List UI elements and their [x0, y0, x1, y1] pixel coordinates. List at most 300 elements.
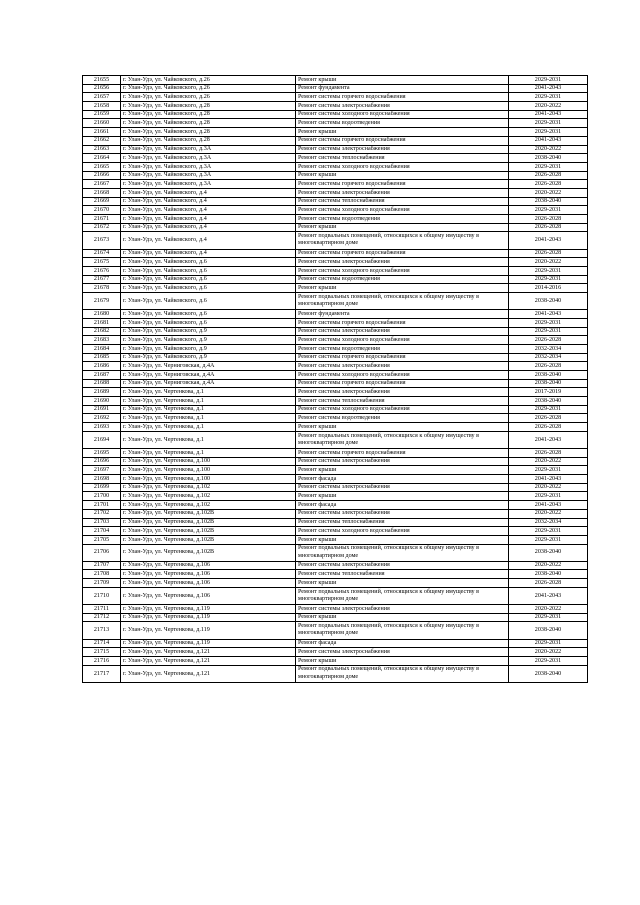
row-number: 21706 — [83, 544, 121, 561]
work-type-cell: Ремонт системы электроснабжения — [296, 188, 509, 197]
period-cell: 2026-2028 — [509, 180, 588, 189]
row-number: 21703 — [83, 518, 121, 527]
period-cell: 2029-2031 — [509, 613, 588, 622]
address-cell: г. Улан-Удэ, ул. Чертенкова, д.102 — [121, 483, 296, 492]
period-cell: 2026-2028 — [509, 215, 588, 224]
table-row — [83, 119, 588, 128]
period-cell: 2041-2043 — [509, 475, 588, 484]
row-number: 21712 — [83, 613, 121, 622]
work-type-cell: Ремонт системы теплоснабжения — [296, 397, 509, 406]
table-row — [83, 336, 588, 345]
row-number: 21672 — [83, 223, 121, 232]
address-cell: г. Улан-Удэ, ул. Чертенкова, д.106 — [121, 570, 296, 579]
address-cell: г. Улан-Удэ, ул. Чайковского, д.26 — [121, 84, 296, 93]
period-cell: 2041-2043 — [509, 110, 588, 119]
work-type-cell: Ремонт системы холодного водоснабжения — [296, 162, 509, 171]
period-cell: 2029-2031 — [509, 76, 588, 85]
work-type-cell: Ремонт системы горячего водоснабжения — [296, 180, 509, 189]
period-cell: 2020-2022 — [509, 102, 588, 111]
address-cell: г. Улан-Удэ, ул. Чайковского, д.26 — [121, 76, 296, 85]
table-row — [83, 84, 588, 93]
table-row — [83, 475, 588, 484]
row-number: 21660 — [83, 119, 121, 128]
address-cell: г. Улан-Удэ, ул. Черниговская, д.4А — [121, 371, 296, 380]
table-row — [83, 622, 588, 639]
table-row — [83, 501, 588, 510]
row-number: 21670 — [83, 206, 121, 215]
period-cell: 2017-2019 — [509, 388, 588, 397]
period-cell: 2014-2016 — [509, 284, 588, 293]
table-row — [83, 423, 588, 432]
address-cell: г. Улан-Удэ, ул. Чертенкова, д.102В — [121, 544, 296, 561]
table-row — [83, 162, 588, 171]
work-type-cell: Ремонт системы горячего водоснабжения — [296, 318, 509, 327]
table-row — [83, 665, 588, 682]
period-cell: 2041-2043 — [509, 136, 588, 145]
table-row — [83, 414, 588, 423]
row-number: 21656 — [83, 84, 121, 93]
row-number: 21707 — [83, 561, 121, 570]
period-cell: 2041-2043 — [509, 431, 588, 448]
table-row — [83, 344, 588, 353]
work-type-cell: Ремонт крыши — [296, 171, 509, 180]
period-cell: 2038-2040 — [509, 154, 588, 163]
row-number: 21661 — [83, 128, 121, 137]
row-number: 21685 — [83, 353, 121, 362]
period-cell: 2041-2043 — [509, 587, 588, 604]
work-type-cell: Ремонт крыши — [296, 223, 509, 232]
work-type-cell: Ремонт крыши — [296, 579, 509, 588]
work-type-cell: Ремонт крыши — [296, 656, 509, 665]
row-number: 21686 — [83, 362, 121, 371]
address-cell: г. Улан-Удэ, ул. Чертенкова, д.119 — [121, 613, 296, 622]
table-row — [83, 388, 588, 397]
period-cell: 2041-2043 — [509, 232, 588, 249]
table-row — [83, 362, 588, 371]
period-cell: 2026-2028 — [509, 336, 588, 345]
row-number: 21698 — [83, 475, 121, 484]
row-number: 21663 — [83, 145, 121, 154]
table-row — [83, 197, 588, 206]
period-cell: 2029-2031 — [509, 492, 588, 501]
period-cell: 2020-2022 — [509, 188, 588, 197]
row-number: 21673 — [83, 232, 121, 249]
period-cell: 2038-2040 — [509, 397, 588, 406]
work-type-cell: Ремонт крыши — [296, 128, 509, 137]
period-cell: 2029-2031 — [509, 206, 588, 215]
row-number: 21679 — [83, 293, 121, 310]
period-cell: 2038-2040 — [509, 197, 588, 206]
work-type-cell: Ремонт системы горячего водоснабжения — [296, 136, 509, 145]
work-type-cell: Ремонт системы электроснабжения — [296, 605, 509, 614]
work-type-cell: Ремонт подвальных помещений, относящихся к общему имуществу в многоквартирном доме — [296, 587, 509, 604]
table-body — [83, 76, 588, 683]
table-row — [83, 613, 588, 622]
work-type-cell: Ремонт крыши — [296, 535, 509, 544]
table-row — [83, 544, 588, 561]
period-cell: 2029-2031 — [509, 93, 588, 102]
work-type-cell: Ремонт системы горячего водоснабжения — [296, 353, 509, 362]
table-row — [83, 379, 588, 388]
row-number: 21701 — [83, 501, 121, 510]
period-cell: 2029-2031 — [509, 639, 588, 648]
table-row — [83, 266, 588, 275]
period-cell: 2032-2034 — [509, 344, 588, 353]
work-type-cell: Ремонт системы теплоснабжения — [296, 154, 509, 163]
row-number: 21676 — [83, 266, 121, 275]
period-cell: 2029-2031 — [509, 535, 588, 544]
work-type-cell: Ремонт крыши — [296, 466, 509, 475]
address-cell: г. Улан-Удэ, ул. Чертенкова, д.106 — [121, 561, 296, 570]
table-row — [83, 180, 588, 189]
address-cell: г. Улан-Удэ, ул. Чайковского, д.4 — [121, 223, 296, 232]
table-row — [83, 405, 588, 414]
work-type-cell: Ремонт фундамента — [296, 84, 509, 93]
address-cell: г. Улан-Удэ, ул. Чайковского, д.28 — [121, 102, 296, 111]
period-cell: 2038-2040 — [509, 665, 588, 682]
period-cell: 2026-2028 — [509, 249, 588, 258]
work-type-cell: Ремонт крыши — [296, 76, 509, 85]
address-cell: г. Улан-Удэ, ул. Чайковского, д.28 — [121, 119, 296, 128]
work-type-cell: Ремонт подвальных помещений, относящихся к общему имуществу в многоквартирном доме — [296, 622, 509, 639]
row-number: 21715 — [83, 648, 121, 657]
period-cell: 2026-2028 — [509, 171, 588, 180]
period-cell: 2029-2031 — [509, 119, 588, 128]
row-number: 21702 — [83, 509, 121, 518]
table-row — [83, 327, 588, 336]
period-cell: 2029-2031 — [509, 128, 588, 137]
period-cell: 2029-2031 — [509, 162, 588, 171]
address-cell: г. Улан-Удэ, ул. Чайковского, д.9 — [121, 344, 296, 353]
work-type-cell: Ремонт системы электроснабжения — [296, 648, 509, 657]
work-type-cell: Ремонт подвальных помещений, относящихся к общему имуществу в многоквартирном доме — [296, 665, 509, 682]
address-cell: г. Улан-Удэ, ул. Чертенкова, д.119 — [121, 605, 296, 614]
table-row — [83, 656, 588, 665]
document-page — [82, 75, 567, 683]
work-type-cell: Ремонт системы теплоснабжения — [296, 197, 509, 206]
row-number: 21655 — [83, 76, 121, 85]
work-type-cell: Ремонт подвальных помещений, относящихся к общему имуществу в многоквартирном доме — [296, 544, 509, 561]
table-row — [83, 587, 588, 604]
address-cell: г. Улан-Удэ, ул. Чертенкова, д.1 — [121, 431, 296, 448]
period-cell: 2026-2028 — [509, 579, 588, 588]
work-type-cell: Ремонт системы водоотведения — [296, 215, 509, 224]
row-number: 21668 — [83, 188, 121, 197]
period-cell: 2026-2028 — [509, 362, 588, 371]
work-type-cell: Ремонт системы электроснабжения — [296, 102, 509, 111]
address-cell: г. Улан-Удэ, ул. Чайковского, д.9 — [121, 336, 296, 345]
work-type-cell: Ремонт крыши — [296, 284, 509, 293]
period-cell: 2029-2031 — [509, 527, 588, 536]
table-row — [83, 535, 588, 544]
work-type-cell: Ремонт системы водоотведения — [296, 414, 509, 423]
row-number: 21700 — [83, 492, 121, 501]
row-number: 21665 — [83, 162, 121, 171]
address-cell: г. Улан-Удэ, ул. Чайковского, д.6 — [121, 258, 296, 267]
table-row — [83, 527, 588, 536]
table-row — [83, 579, 588, 588]
row-number: 21684 — [83, 344, 121, 353]
work-type-cell: Ремонт системы электроснабжения — [296, 362, 509, 371]
work-type-cell: Ремонт системы водоотведения — [296, 275, 509, 284]
period-cell: 2026-2028 — [509, 414, 588, 423]
address-cell: г. Улан-Удэ, ул. Чайковского, д.3А — [121, 171, 296, 180]
address-cell: г. Улан-Удэ, ул. Черниговская, д.4А — [121, 362, 296, 371]
row-number: 21683 — [83, 336, 121, 345]
address-cell: г. Улан-Удэ, ул. Чайковского, д.4 — [121, 249, 296, 258]
address-cell: г. Улан-Удэ, ул. Чайковского, д.28 — [121, 128, 296, 137]
period-cell: 2020-2022 — [509, 483, 588, 492]
work-type-cell: Ремонт крыши — [296, 423, 509, 432]
period-cell: 2020-2022 — [509, 258, 588, 267]
address-cell: г. Улан-Удэ, ул. Чертенкова, д.106 — [121, 579, 296, 588]
work-type-cell: Ремонт фундамента — [296, 310, 509, 319]
row-number: 21704 — [83, 527, 121, 536]
address-cell: г. Улан-Удэ, ул. Чайковского, д.4 — [121, 188, 296, 197]
address-cell: г. Улан-Удэ, ул. Чертенкова, д.121 — [121, 656, 296, 665]
address-cell: г. Улан-Удэ, ул. Чайковского, д.3А — [121, 180, 296, 189]
work-type-cell: Ремонт системы холодного водоснабжения — [296, 266, 509, 275]
work-type-cell: Ремонт системы горячего водоснабжения — [296, 449, 509, 458]
table-row — [83, 431, 588, 448]
work-type-cell: Ремонт подвальных помещений, относящихся к общему имуществу в многоквартирном доме — [296, 431, 509, 448]
table-row — [83, 457, 588, 466]
table-row — [83, 110, 588, 119]
table-row — [83, 188, 588, 197]
row-number: 21693 — [83, 423, 121, 432]
table-row — [83, 76, 588, 85]
repair-schedule-table — [82, 75, 588, 683]
row-number: 21691 — [83, 405, 121, 414]
row-number: 21710 — [83, 587, 121, 604]
address-cell: г. Улан-Удэ, ул. Чайковского, д.6 — [121, 293, 296, 310]
address-cell: г. Улан-Удэ, ул. Чайковского, д.4 — [121, 206, 296, 215]
table-row — [83, 605, 588, 614]
work-type-cell: Ремонт системы горячего водоснабжения — [296, 379, 509, 388]
period-cell: 2020-2022 — [509, 561, 588, 570]
work-type-cell: Ремонт системы электроснабжения — [296, 483, 509, 492]
work-type-cell: Ремонт системы электроснабжения — [296, 327, 509, 336]
address-cell: г. Улан-Удэ, ул. Чертенкова, д.121 — [121, 665, 296, 682]
table-row — [83, 145, 588, 154]
row-number: 21662 — [83, 136, 121, 145]
work-type-cell: Ремонт фасада — [296, 639, 509, 648]
work-type-cell: Ремонт системы холодного водоснабжения — [296, 527, 509, 536]
address-cell: г. Улан-Удэ, ул. Чайковского, д.3А — [121, 162, 296, 171]
table-row — [83, 215, 588, 224]
table-row — [83, 93, 588, 102]
address-cell: г. Улан-Удэ, ул. Чайковского, д.6 — [121, 284, 296, 293]
table-row — [83, 223, 588, 232]
row-number: 21713 — [83, 622, 121, 639]
work-type-cell: Ремонт системы холодного водоснабжения — [296, 371, 509, 380]
address-cell: г. Улан-Удэ, ул. Чертенкова, д.121 — [121, 648, 296, 657]
table-row — [83, 293, 588, 310]
work-type-cell: Ремонт системы электроснабжения — [296, 145, 509, 154]
table-row — [83, 449, 588, 458]
table-row — [83, 232, 588, 249]
work-type-cell: Ремонт системы водоотведения — [296, 119, 509, 128]
row-number: 21674 — [83, 249, 121, 258]
address-cell: г. Улан-Удэ, ул. Чайковского, д.3А — [121, 145, 296, 154]
address-cell: г. Улан-Удэ, ул. Чайковского, д.28 — [121, 110, 296, 119]
table-row — [83, 249, 588, 258]
table-row — [83, 466, 588, 475]
table-row — [83, 258, 588, 267]
address-cell: г. Улан-Удэ, ул. Чертенкова, д.1 — [121, 397, 296, 406]
table-row — [83, 275, 588, 284]
work-type-cell: Ремонт системы горячего водоснабжения — [296, 93, 509, 102]
row-number: 21681 — [83, 318, 121, 327]
table-row — [83, 397, 588, 406]
address-cell: г. Улан-Удэ, ул. Чайковского, д.9 — [121, 327, 296, 336]
address-cell: г. Улан-Удэ, ул. Чайковского, д.9 — [121, 353, 296, 362]
address-cell: г. Улан-Удэ, ул. Чертенкова, д.1 — [121, 423, 296, 432]
address-cell: г. Улан-Удэ, ул. Чертенкова, д.102В — [121, 535, 296, 544]
work-type-cell: Ремонт системы электроснабжения — [296, 457, 509, 466]
row-number: 21714 — [83, 639, 121, 648]
address-cell: г. Улан-Удэ, ул. Чертенкова, д.119 — [121, 639, 296, 648]
table-row — [83, 371, 588, 380]
table-row — [83, 353, 588, 362]
row-number: 21709 — [83, 579, 121, 588]
address-cell: г. Улан-Удэ, ул. Черниговская, д.4А — [121, 379, 296, 388]
period-cell: 2029-2031 — [509, 405, 588, 414]
address-cell: г. Улан-Удэ, ул. Чертенкова, д.1 — [121, 388, 296, 397]
period-cell: 2041-2043 — [509, 501, 588, 510]
row-number: 21677 — [83, 275, 121, 284]
row-number: 21671 — [83, 215, 121, 224]
row-number: 21659 — [83, 110, 121, 119]
row-number: 21688 — [83, 379, 121, 388]
row-number: 21692 — [83, 414, 121, 423]
address-cell: г. Улан-Удэ, ул. Чайковского, д.4 — [121, 197, 296, 206]
row-number: 21716 — [83, 656, 121, 665]
work-type-cell: Ремонт крыши — [296, 613, 509, 622]
period-cell: 2020-2022 — [509, 509, 588, 518]
address-cell: г. Улан-Удэ, ул. Чертенкова, д.1 — [121, 405, 296, 414]
period-cell: 2032-2034 — [509, 353, 588, 362]
address-cell: г. Улан-Удэ, ул. Чайковского, д.6 — [121, 310, 296, 319]
work-type-cell: Ремонт крыши — [296, 492, 509, 501]
address-cell: г. Улан-Удэ, ул. Чайковского, д.4 — [121, 215, 296, 224]
address-cell: г. Улан-Удэ, ул. Чайковского, д.28 — [121, 136, 296, 145]
work-type-cell: Ремонт системы холодного водоснабжения — [296, 110, 509, 119]
period-cell: 2020-2022 — [509, 648, 588, 657]
table-row — [83, 206, 588, 215]
period-cell: 2041-2043 — [509, 310, 588, 319]
row-number: 21705 — [83, 535, 121, 544]
period-cell: 2026-2028 — [509, 223, 588, 232]
row-number: 21711 — [83, 605, 121, 614]
address-cell: г. Улан-Удэ, ул. Чертенкова, д.119 — [121, 622, 296, 639]
work-type-cell: Ремонт подвальных помещений, относящихся к общему имуществу в многоквартирном доме — [296, 293, 509, 310]
address-cell: г. Улан-Удэ, ул. Чертенкова, д.100 — [121, 457, 296, 466]
work-type-cell: Ремонт системы теплоснабжения — [296, 570, 509, 579]
address-cell: г. Улан-Удэ, ул. Чайковского, д.4 — [121, 232, 296, 249]
row-number: 21717 — [83, 665, 121, 682]
table-row — [83, 318, 588, 327]
table-row — [83, 154, 588, 163]
work-type-cell: Ремонт системы электроснабжения — [296, 509, 509, 518]
period-cell: 2020-2022 — [509, 605, 588, 614]
work-type-cell: Ремонт системы холодного водоснабжения — [296, 336, 509, 345]
period-cell: 2029-2031 — [509, 318, 588, 327]
work-type-cell: Ремонт системы холодного водоснабжения — [296, 206, 509, 215]
period-cell: 2029-2031 — [509, 656, 588, 665]
table-row — [83, 509, 588, 518]
address-cell: г. Улан-Удэ, ул. Чертенкова, д.102В — [121, 509, 296, 518]
period-cell: 2038-2040 — [509, 544, 588, 561]
work-type-cell: Ремонт фасада — [296, 475, 509, 484]
table-row — [83, 648, 588, 657]
period-cell: 2026-2028 — [509, 449, 588, 458]
row-number: 21690 — [83, 397, 121, 406]
row-number: 21678 — [83, 284, 121, 293]
work-type-cell: Ремонт подвальных помещений, относящихся к общему имуществу в многоквартирном доме — [296, 232, 509, 249]
table-row — [83, 570, 588, 579]
table-row — [83, 171, 588, 180]
table-row — [83, 518, 588, 527]
table-row — [83, 639, 588, 648]
address-cell: г. Улан-Удэ, ул. Чертенкова, д.102В — [121, 527, 296, 536]
address-cell: г. Улан-Удэ, ул. Чайковского, д.6 — [121, 318, 296, 327]
period-cell: 2029-2031 — [509, 327, 588, 336]
table-row — [83, 483, 588, 492]
period-cell: 2041-2043 — [509, 84, 588, 93]
table-row — [83, 136, 588, 145]
row-number: 21695 — [83, 449, 121, 458]
period-cell: 2026-2028 — [509, 423, 588, 432]
table-row — [83, 310, 588, 319]
period-cell: 2020-2022 — [509, 457, 588, 466]
row-number: 21694 — [83, 431, 121, 448]
address-cell: г. Улан-Удэ, ул. Чайковского, д.3А — [121, 154, 296, 163]
table-row — [83, 102, 588, 111]
work-type-cell: Ремонт системы холодного водоснабжения — [296, 405, 509, 414]
address-cell: г. Улан-Удэ, ул. Чертенкова, д.102В — [121, 518, 296, 527]
table-row — [83, 128, 588, 137]
address-cell: г. Улан-Удэ, ул. Чертенкова, д.100 — [121, 475, 296, 484]
period-cell: 2038-2040 — [509, 379, 588, 388]
work-type-cell: Ремонт системы электроснабжения — [296, 561, 509, 570]
row-number: 21697 — [83, 466, 121, 475]
period-cell: 2038-2040 — [509, 293, 588, 310]
work-type-cell: Ремонт системы водоотведения — [296, 344, 509, 353]
address-cell: г. Улан-Удэ, ул. Чертенкова, д.100 — [121, 466, 296, 475]
row-number: 21658 — [83, 102, 121, 111]
row-number: 21682 — [83, 327, 121, 336]
table-row — [83, 284, 588, 293]
row-number: 21675 — [83, 258, 121, 267]
row-number: 21689 — [83, 388, 121, 397]
work-type-cell: Ремонт системы горячего водоснабжения — [296, 249, 509, 258]
address-cell: г. Улан-Удэ, ул. Чертенкова, д.1 — [121, 414, 296, 423]
row-number: 21666 — [83, 171, 121, 180]
address-cell: г. Улан-Удэ, ул. Чертенкова, д.102 — [121, 501, 296, 510]
row-number: 21669 — [83, 197, 121, 206]
period-cell: 2038-2040 — [509, 622, 588, 639]
table-row — [83, 561, 588, 570]
period-cell: 2038-2040 — [509, 371, 588, 380]
row-number: 21708 — [83, 570, 121, 579]
period-cell: 2029-2031 — [509, 466, 588, 475]
period-cell: 2029-2031 — [509, 275, 588, 284]
row-number: 21664 — [83, 154, 121, 163]
row-number: 21657 — [83, 93, 121, 102]
address-cell: г. Улан-Удэ, ул. Чайковского, д.6 — [121, 275, 296, 284]
row-number: 21696 — [83, 457, 121, 466]
